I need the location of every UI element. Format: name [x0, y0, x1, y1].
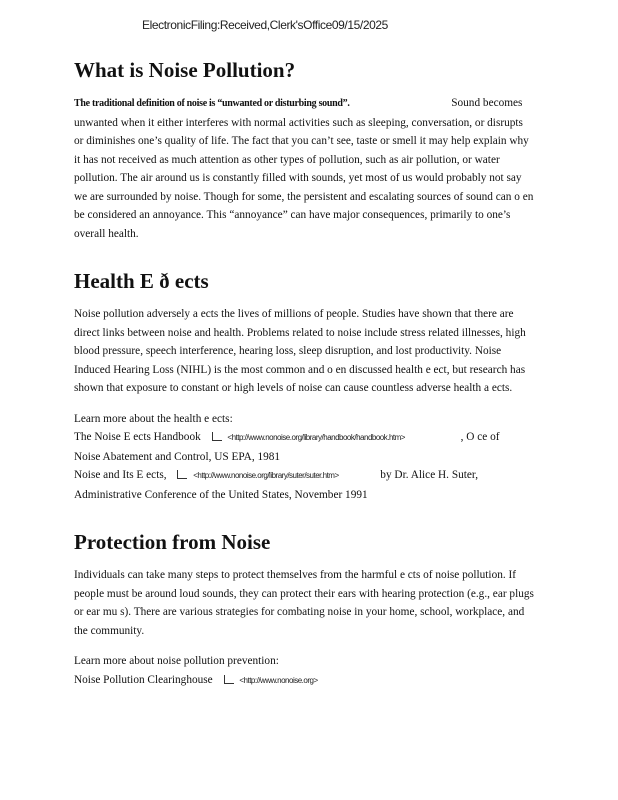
link-icon: [224, 675, 234, 684]
reference-suffix: by Dr. Alice H. Suter,: [380, 469, 479, 481]
reference-title: Noise Pollution Clearinghouse: [74, 673, 213, 686]
reference-title: Noise and Its E ects,: [74, 469, 167, 481]
document-body: [74, 56, 534, 704]
link-icon: [212, 432, 222, 441]
section-paragraph: Noise pollution adversely a ects the lives of millions of people. Studies have shown that there are direct links between noise and health. Problems related to noise include stress related illnesses, high blood pressure, speech interference, hearing loss, sleep disruption, and lost productivity. Noise Induced Hearing Loss (NIHL) is the most common and o en discussed health e ect, but research has shown that exposure to constant or high levels of noise can cause countless adverse health a ects.: [74, 308, 526, 394]
section-protection: [74, 528, 534, 690]
reference-url[interactable]: <http://www.nonoise.org/library/suter/suter.htm>: [193, 471, 339, 480]
section-what-is-noise: [74, 56, 534, 243]
reference-url[interactable]: <http://www.nonoise.org/library/handbook/handbook.htm>: [227, 433, 405, 442]
learn-more-label: Learn more about noise pollution prevention:: [74, 655, 279, 667]
reference-suffix: , O ce of: [460, 431, 500, 443]
reference-title: The Noise E ects Handbook: [74, 431, 201, 443]
section-paragraph: Individuals can take many steps to protect themselves from the harmful e cts of noise pollution. If people must be around loud sounds, they can protect their ears with hearing protection (e.g., ear plugs or ear mu s). There are various strategies for combating noise in your home, school, workplace, and the community.: [74, 569, 534, 637]
section-health-effects: [74, 267, 534, 504]
learn-more-label: Learn more about the health e ects:: [74, 412, 233, 425]
section-paragraph: [74, 94, 534, 243]
section-title: What is Noise Pollution?: [74, 58, 296, 82]
link-icon: [177, 470, 187, 479]
lead-definition: The traditional definition of noise is “unwanted or disturbing sound”.: [74, 98, 350, 109]
reference-noise-effects-handbook[interactable]: [74, 428, 534, 448]
reference-continuation: Noise Abatement and Control, US EPA, 1981: [74, 450, 281, 463]
reference-url[interactable]: <http://www.nonoise.org>: [239, 675, 318, 685]
reference-noise-and-its-effects[interactable]: [74, 466, 534, 486]
reference-noise-pollution-clearinghouse[interactable]: [74, 671, 534, 691]
section-title: Protection from Noise: [74, 530, 271, 554]
references-block: [74, 652, 534, 690]
reference-continuation: Administrative Conference of the United States, November 1991: [74, 488, 368, 501]
references-block: [74, 410, 534, 505]
body-text: Sound becomes unwanted when it either interferes with normal activities such as sleeping, conversation, or disrupts or diminishes one’s quality of life. The fact that you can’t see, taste or smell it may help explain why it has not received as much attention as other types of pollution, such as air pollution, or water pollution. The air around us is constantly filled with sounds, yet most of us would probably not say we are surrounded by noise. Though for some, the persistent and escalating sources of sound can o en be considered an annoyance. This “annoyance” can have major consequences, primarily to one’s overall health.: [74, 97, 534, 240]
filing-stamp: ElectronicFiling:Received,Clerk'sOffice09/15/2025: [142, 18, 388, 32]
section-title: Health E ð ects: [74, 269, 209, 293]
